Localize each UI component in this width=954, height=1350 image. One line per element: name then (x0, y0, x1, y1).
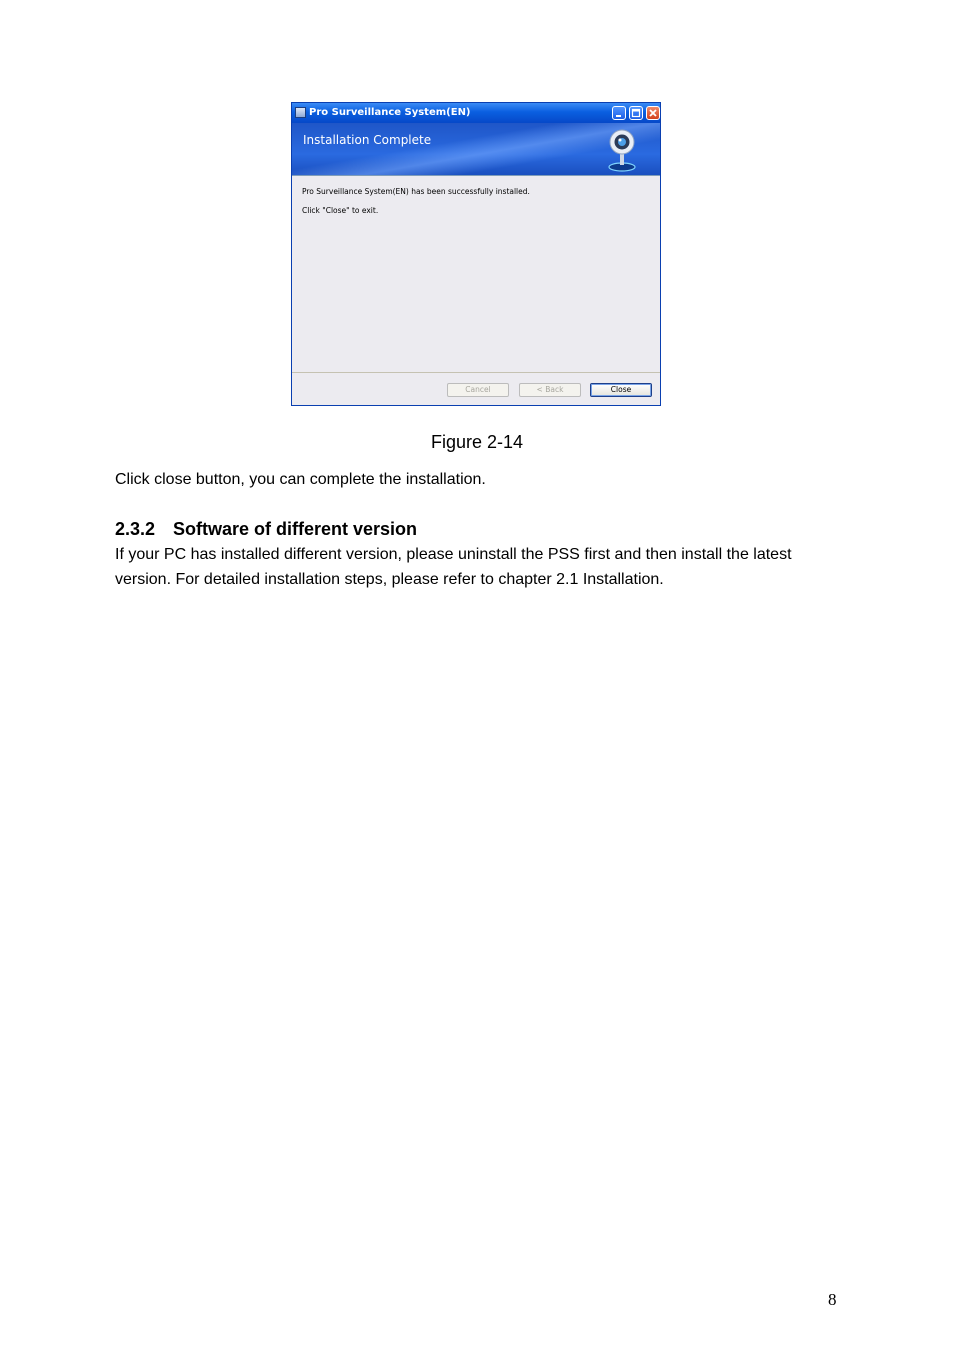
figure-caption: Figure 2-14 (430, 432, 524, 452)
window-title: Pro Surveillance System(EN) (309, 107, 471, 118)
maximize-button[interactable] (629, 106, 643, 120)
paragraph-close-instruction: Click close button, you can complete the installation. (115, 471, 486, 488)
wizard-button-bar (292, 372, 660, 406)
close-icon (647, 107, 659, 119)
wizard-header (292, 123, 660, 176)
section-heading (115, 519, 417, 540)
page-number: 8 (828, 1290, 837, 1309)
back-button[interactable]: < Back (519, 383, 581, 397)
close-button[interactable]: Close (590, 383, 652, 397)
webcam-icon (604, 127, 640, 173)
section-number: 2.3.2 (115, 519, 156, 539)
window-titlebar (292, 103, 660, 123)
exit-instruction: Click "Close" to exit. (302, 206, 379, 215)
app-icon (295, 107, 306, 118)
window-close-button[interactable] (646, 106, 660, 120)
paragraph-line: If your PC has installed different version, please uninstall the PSS first and then install the latest (115, 546, 792, 563)
success-message: Pro Surveillance System(EN) has been successfully installed. (302, 187, 530, 196)
maximize-icon (630, 107, 642, 119)
cancel-button[interactable]: Cancel (447, 383, 509, 397)
paragraph-line: version. For detailed installation steps, please refer to chapter 2.1 Installation. (115, 571, 664, 588)
wizard-content (292, 176, 660, 372)
section-title: Software of different version (173, 519, 418, 539)
installer-window-screenshot (291, 102, 661, 406)
minimize-button[interactable] (612, 106, 626, 120)
wizard-header-title: Installation Complete (303, 133, 432, 147)
minimize-icon (613, 107, 625, 119)
paragraph-different-version (115, 542, 792, 592)
